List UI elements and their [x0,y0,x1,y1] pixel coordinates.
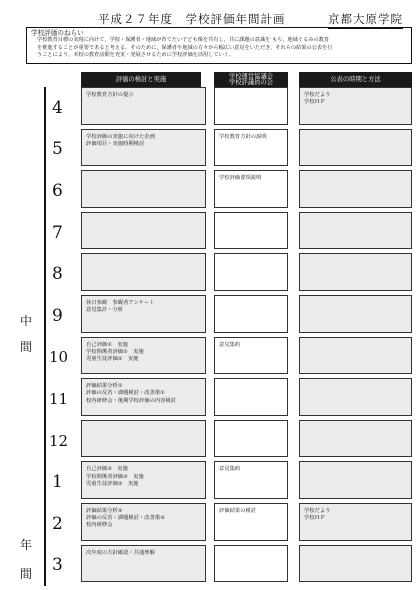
eval-cell [81,212,206,250]
cell-line: 評価の反省・課題検討・改善策② [86,515,165,522]
cell-line: 意見集約 [219,466,241,473]
cell-line: 校内研修会 [86,522,113,529]
month-row [44,170,412,212]
month-number: 12 [49,431,69,450]
publish-cell [299,170,412,208]
council-cell [214,295,288,333]
cell-line: 意見集計・分析 [86,307,124,314]
month-row [44,337,412,379]
header-publish: 公表の時期と方法 [299,72,412,88]
eval-cell [81,337,206,375]
month-row [44,295,412,337]
cell-line: 評価の反省・課題検討・改善策① [86,390,165,397]
month-cell [44,503,80,545]
aim-body [31,37,407,60]
header-council: 学校運営協議会 学校評議員の会 [214,72,288,88]
eval-cell [81,170,206,208]
aim-line: を推進することが重要であると考える。そのために，保護者や地域の方々から幅広い意見をいただき，それらの結果の公表を行 [37,44,333,51]
side-label-year-1: 年 [20,538,33,552]
month-number: 11 [49,389,69,408]
cell-line: 評価項目・実施時期検討 [86,140,145,147]
eval-cell [81,378,206,416]
publish-cell [299,337,412,375]
cell-line: 学校教育方針の説明 [219,133,267,140]
month-row [44,461,412,503]
cell-line: 学校評価要項説明 [219,175,262,182]
cell-line: 次年度の方針確認・共通理解 [86,549,155,556]
month-cell [44,545,80,587]
eval-cell [81,545,206,583]
cell-line: 学校関係者評価② 実施 [86,473,144,480]
month-number: 5 [52,139,63,160]
publish-cell [299,129,412,167]
eval-cell [81,420,206,458]
month-cell [44,378,80,420]
month-cell [44,170,80,212]
side-label-mid-2: 間 [20,340,33,354]
publish-cell [299,545,412,583]
month-row [44,212,412,254]
aim-line: 学校教育目標の実現に向けて，学校・保護者・地域が育てたい子ども像を共有し，共に課題の意識を もち，地域ぐるみの教育 [37,37,330,43]
eval-cell [81,295,206,333]
month-cell [44,420,80,462]
council-cell [214,253,288,291]
cell-line: 児童生徒評価② 実施 [86,480,139,487]
aim-box [26,27,412,64]
month-number: 10 [49,348,69,367]
document-title: 平成２７年度 学校評価年間計画 [98,12,286,26]
month-cell [44,129,80,171]
cell-line: 自己評価① 実施 [86,341,128,348]
aim-heading: 学校評価のねらい [31,29,84,37]
month-row [44,253,412,295]
publish-cell [299,295,412,333]
council-cell [214,461,288,499]
month-cell [44,337,80,379]
council-cell [214,129,288,167]
header-eval: 評価の検討と実施 [81,72,201,88]
month-number: 6 [52,180,63,201]
cell-line: 児童生徒評価① 実施 [86,356,139,362]
cell-line: 学校教育方針の提示 [86,92,134,98]
publish-cell [299,503,412,541]
month-cell [44,87,80,129]
cell-line: 評価結果分析① [86,383,123,390]
cell-line: 意見集約 [219,341,241,348]
month-number: 9 [52,305,63,326]
cell-line: 学校だより [304,508,331,514]
cell-line: 評価結果の検討 [219,508,257,514]
month-number: 2 [52,513,63,534]
side-label-mid-1: 中 [20,314,33,328]
publish-cell [299,253,412,291]
month-row [44,503,412,545]
month-cell [44,212,80,254]
cell-line: 学校だより [304,92,331,98]
month-number: 4 [52,97,63,118]
council-cell [214,545,288,583]
month-row [44,129,412,171]
publish-cell [299,461,412,499]
cell-line: 学校ＨＰ [304,515,326,522]
month-row [44,420,412,462]
eval-cell [81,253,206,291]
cell-line: 自己評価② 実施 [86,466,128,473]
publish-cell [299,378,412,416]
publish-cell [299,87,412,125]
aim-line: うことにより，本校の教育活動を充実・発展させるために学校評価を活用していく。 [37,52,235,59]
cell-line: 学校評価の実施に向けた企画 [86,133,155,140]
council-cell [214,420,288,458]
publish-cell [299,420,412,458]
month-row [44,378,412,420]
month-number: 1 [52,472,63,493]
cell-line: 学校ＨＰ [304,99,326,106]
cell-line: 評価結果分析② [86,508,123,514]
council-cell [214,170,288,208]
eval-cell [81,503,206,541]
school-name: 京都大原学院 [328,11,403,29]
month-row [44,87,412,129]
month-cell [44,253,80,295]
eval-cell [81,129,206,167]
month-row [44,545,412,587]
cell-line: 学校関係者評価① 実施 [86,348,144,355]
eval-cell [81,87,206,125]
month-number: 8 [52,264,63,285]
council-cell [214,503,288,541]
cell-line: 校内研修会・後期学校評価の内容検討 [86,397,177,404]
council-cell [214,212,288,250]
month-number: 3 [52,555,63,576]
month-cell [44,295,80,337]
eval-cell [81,461,206,499]
side-label-year-2: 間 [20,567,33,581]
council-cell [214,87,288,125]
month-cell [44,461,80,503]
month-number: 7 [52,222,63,243]
council-cell [214,378,288,416]
cell-line: 休日参観 参観者アンケート [86,300,155,306]
publish-cell [299,212,412,250]
council-cell [214,337,288,375]
